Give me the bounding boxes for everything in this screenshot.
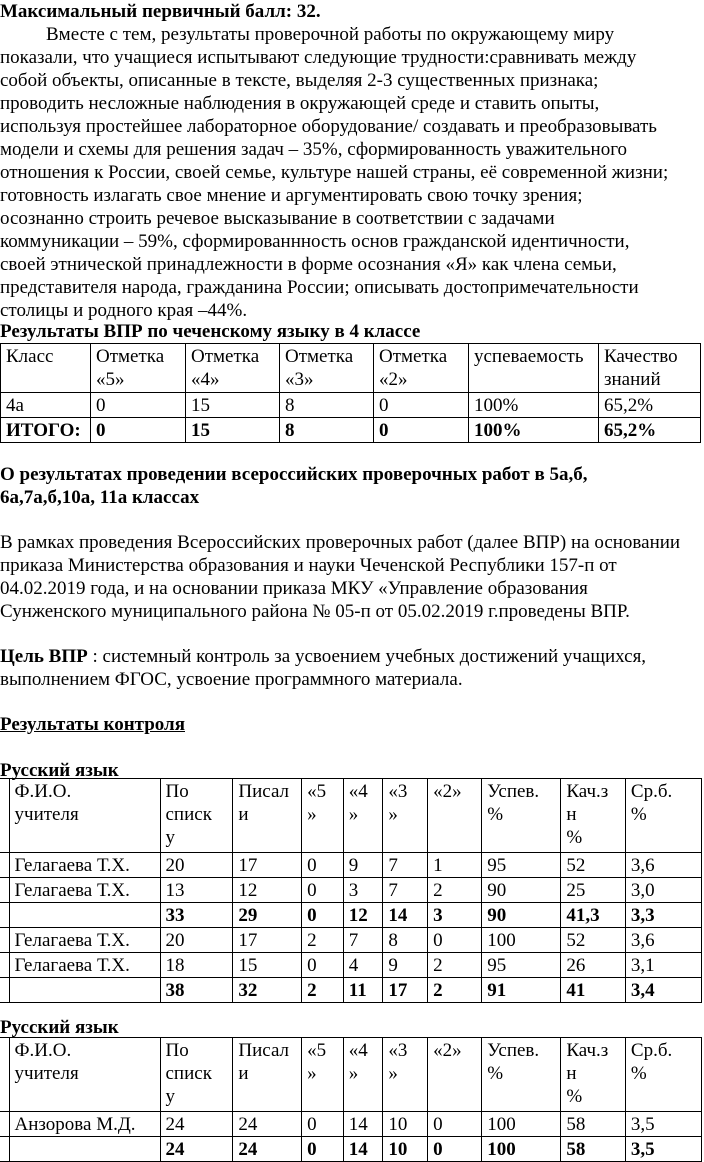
total-row [0,903,702,928]
header-cell-line [0,780,4,803]
header-cell-line: » [388,1063,398,1084]
table-cell: 3,5 [625,1137,701,1162]
table-cell: ИТОГО: [1,418,91,443]
table-cell: 29 [233,903,302,928]
header-cell-line: «3 [388,1040,408,1061]
intro-line: своей этнической принадлежности в форме осознания «Я» как члена семьи, [0,254,617,275]
table-cell: 8 [383,928,428,953]
table-cell: 17 [233,928,302,953]
intro-line: осознанно строить речевое высказывание в соответствии с задачами [0,208,555,229]
russian-results-table-1 [0,778,702,1003]
table-cell: 65,2% [599,418,701,443]
table-cell: 7 [383,853,428,878]
table-cell: 1 [428,853,482,878]
table-cell: 0 [428,1112,482,1137]
header-cell-line: » [348,804,359,825]
table-cell: Гелагаева Т.Х. [9,928,160,953]
table-cell: 100% [469,393,599,418]
header-cell [91,344,186,393]
header-cell [302,1038,344,1112]
header-cell [428,779,482,853]
table-cell: 8 [280,393,374,418]
results-heading: Результаты контроля [0,714,185,735]
header-cell [482,779,561,853]
intro-line: коммуникации – 59%, сформированнность основ гражданской идентичности, [0,231,630,252]
table-cell: 9 [383,953,428,978]
table-cell [0,903,9,928]
basis-line: приказа Министерства образования и науки Чеченской Республики 157-п от [0,555,617,576]
header-cell-line: % [630,1063,647,1084]
header-cell [233,779,302,853]
table-cell: 14 [383,903,428,928]
chechen-results-table [0,343,701,443]
header-cell [343,1038,383,1112]
header-cell-line: Отметка [285,346,354,367]
table-cell: 0 [302,1137,344,1162]
table-cell [0,1112,9,1137]
intro-line: собой объекты, описанные в тексте, выделяя 2-3 существенных признака; [0,70,599,91]
header-cell [383,1038,428,1112]
table-header-row [1,344,701,393]
table-cell: 91 [482,978,561,1003]
header-cell-line: Отметка [191,346,260,367]
goal-line-1 [0,645,704,668]
header-cell-line: «5» [96,369,125,390]
header-cell [1,344,91,393]
header-cell-line: «2» [433,1040,462,1061]
table-cell: 15 [186,393,280,418]
header-cell [482,1038,561,1112]
section-heading-line: 6а,7а,б,10а, 11а классах [0,487,200,508]
header-cell [0,1038,9,1112]
table-cell: 12 [343,903,383,928]
table-cell: 0 [428,1137,482,1162]
table-cell: 3,6 [625,928,701,953]
header-cell-line: Писал [238,781,290,802]
header-cell-line: % [487,1063,504,1084]
table-cell: 24 [160,1137,233,1162]
header-cell-line: Кач.з [566,781,609,802]
table-cell: 0 [302,953,344,978]
header-cell-line: Качество [604,346,678,367]
table-header-row [0,1038,702,1112]
intro-line: модели и схемы для решения задач – 35%, сформированность уважительного [0,139,628,160]
table-cell: 100 [482,928,561,953]
header-cell-line: у [165,1086,175,1107]
header-cell [625,779,701,853]
table-cell: 3 [428,903,482,928]
header-cell-line: » [307,804,317,825]
table-cell: 9 [343,853,383,878]
goal-line-2: выполнением ФГОС, усвоение программного материала. [0,669,463,690]
header-cell-line: списк [165,804,212,825]
header-cell [0,779,9,853]
header-cell-line: «3 [388,781,408,802]
table-cell: 41 [561,978,626,1003]
table-cell: 7 [343,928,383,953]
table-cell: 10 [383,1112,428,1137]
table-cell [0,928,9,953]
header-cell-line: успеваемость [474,346,584,367]
table-cell [0,953,9,978]
header-cell-line: «2» [433,781,462,802]
table-cell: 0 [302,903,344,928]
table-cell: 32 [233,978,302,1003]
table-cell: 2 [302,928,344,953]
table-cell: 18 [160,953,233,978]
intro-line: отношения к России, своей семье, культуре нашей страны, её современной жизни; [0,162,669,183]
table-cell: 11 [343,978,383,1003]
table-cell [9,903,160,928]
header-cell [469,344,599,393]
table-cell: 0 [302,1112,344,1137]
header-cell-line: учителя [14,1063,79,1084]
table-cell: 0 [91,418,186,443]
max-score-line: Максимальный первичный балл: 32. [0,1,321,22]
header-cell-line: Кач.з [566,1040,609,1061]
header-cell-line: и [238,1063,249,1084]
header-cell [599,344,701,393]
header-cell [302,779,344,853]
table-cell: 58 [561,1112,626,1137]
russian-results-table-2 [0,1037,702,1162]
table-cell: 14 [343,1112,383,1137]
header-cell [625,1038,701,1112]
table-cell: 3,5 [625,1112,701,1137]
table-cell: 38 [160,978,233,1003]
chechen-results-title: Результаты ВПР по чеченскому языку в 4 классе [0,321,421,342]
header-cell-line: н [566,804,577,825]
table-cell: Гелагаева Т.Х. [9,953,160,978]
table-cell: 10 [383,1137,428,1162]
table-cell: 13 [160,878,233,903]
table-cell: 65,2% [599,393,701,418]
table-cell: 12 [233,878,302,903]
table-row [0,878,702,903]
table-cell: 33 [160,903,233,928]
header-cell-line: % [566,1086,583,1107]
intro-line: представителя народа, гражданина России; описывать достопримечательности [0,277,639,298]
header-cell-line: списк [165,1063,212,1084]
header-cell-line: По [165,781,189,802]
header-cell [9,779,160,853]
header-cell-line: Успев. [487,781,540,802]
table-cell [9,978,160,1003]
table-cell: 41,3 [561,903,626,928]
total-row [0,978,702,1003]
intro-line: готовность излагать свое мнение и аргументировать свою точку зрения; [0,185,583,206]
table-cell: 15 [186,418,280,443]
header-cell [561,779,626,853]
section-heading-line: О результатах проведении всероссийских проверочных работ в 5а,б, [0,464,588,485]
header-cell [428,1038,482,1112]
table-cell: 24 [233,1137,302,1162]
table-cell: 95 [482,853,561,878]
header-cell-line: Отметка [96,346,165,367]
table-cell: 3,0 [625,878,701,903]
header-cell [343,779,383,853]
table-cell: 0 [428,928,482,953]
table-cell: Гелагаева Т.Х. [9,878,160,903]
header-cell-line: «4» [191,369,220,390]
table-cell: 3 [343,878,383,903]
table-cell: 20 [160,928,233,953]
table-cell: 0 [374,418,469,443]
table-cell: 2 [428,953,482,978]
table-cell: 3,6 [625,853,701,878]
table-cell: 20 [160,853,233,878]
table-cell: 0 [91,393,186,418]
table-cell: 17 [383,978,428,1003]
header-cell-line: «4 [348,1040,368,1061]
intro-line: Вместе с тем, результаты проверочной работы по окружающему миру [46,24,615,45]
intro-line: проводить несложные наблюдения в окружающей среде и ставить опыты, [0,93,600,114]
header-cell-line: «3» [285,369,314,390]
table-cell: 24 [233,1112,302,1137]
header-cell-line [0,1039,4,1062]
header-cell-line: Класс [6,346,54,367]
table-cell: 0 [302,878,344,903]
header-cell [233,1038,302,1112]
header-cell-line: Ф.И.О. [14,781,72,802]
table-cell: 2 [428,978,482,1003]
table-cell: 24 [160,1112,233,1137]
header-cell-line: у [165,827,175,848]
header-cell-line: «5 [307,1040,327,1061]
table-cell: 100% [469,418,599,443]
table-cell: 26 [561,953,626,978]
total-row [1,418,701,443]
header-cell-line: учителя [14,804,79,825]
table-cell: 0 [374,393,469,418]
header-cell [9,1038,160,1112]
table-row [0,928,702,953]
table-cell: 25 [561,878,626,903]
header-cell-line: Писал [238,1040,290,1061]
header-cell-line: н [566,1063,577,1084]
table-cell: 52 [561,853,626,878]
header-cell-line: » [307,1063,317,1084]
table-cell: 8 [280,418,374,443]
table-cell: 4 [343,953,383,978]
header-cell-line: Ср.б. [630,1040,673,1061]
header-cell [160,1038,233,1112]
table-cell: 100 [482,1137,561,1162]
table-cell: Анзорова М.Д. [9,1112,160,1137]
header-cell [280,344,374,393]
table-cell: 14 [343,1137,383,1162]
total-row [0,1137,702,1162]
header-cell [186,344,280,393]
header-cell [383,779,428,853]
table-cell: 2 [302,978,344,1003]
table-cell: 3,4 [625,978,701,1003]
header-cell [561,1038,626,1112]
table-cell: 15 [233,953,302,978]
header-cell-line: Отметка [379,346,448,367]
header-cell-line: «2» [379,369,408,390]
table-row [0,953,702,978]
intro-line: используя простейшее лабораторное оборудование/ создавать и преобразовывать [0,116,657,137]
header-cell-line: Успев. [487,1040,540,1061]
table-cell: 90 [482,903,561,928]
table-row [0,853,702,878]
header-cell-line: % [487,804,504,825]
table-cell: 3,3 [625,903,701,928]
table-cell: Гелагаева Т.Х. [9,853,160,878]
table-row [1,393,701,418]
header-cell-line: По [165,1040,189,1061]
header-cell-line: знаний [604,369,661,390]
table-cell [0,878,9,903]
header-cell-line: и [238,804,249,825]
table-cell [0,978,9,1003]
table-header-row [0,779,702,853]
table-cell: 0 [302,853,344,878]
basis-line: 04.02.2019 года, и на основании приказа МКУ «Управление образования [0,578,588,599]
table-cell: 100 [482,1112,561,1137]
header-cell [160,779,233,853]
table-cell: 3,1 [625,953,701,978]
table-cell: 90 [482,878,561,903]
table-cell [0,1137,9,1162]
goal-text: : системный контроль за усвоением учебных достижений учащихся, [87,646,647,667]
table-cell: 7 [383,878,428,903]
header-cell-line: «5 [307,781,327,802]
table-cell: 58 [561,1137,626,1162]
russian-title-2: Русский язык [0,1017,119,1038]
table-cell: 4а [1,393,91,418]
table-cell [0,853,9,878]
header-cell-line: «4 [348,781,368,802]
header-cell [374,344,469,393]
header-cell-line: % [630,804,647,825]
basis-line: В рамках проведения Всероссийских проверочных работ (далее ВПР) на основании [0,532,681,553]
table-cell: 95 [482,953,561,978]
header-cell-line: » [388,804,398,825]
header-cell-line: % [566,827,583,848]
table-cell: 2 [428,878,482,903]
header-cell-line: Ф.И.О. [14,1040,72,1061]
intro-line: показали, что учащиеся испытывают следующие трудности:сравнивать между [0,47,637,68]
table-cell [9,1137,160,1162]
header-cell-line: Ср.б. [630,781,673,802]
intro-line: столицы и родного края –44%. [0,300,248,321]
table-cell: 17 [233,853,302,878]
basis-line: Сунженского муниципального района № 05-п от 05.02.2019 г.проведены ВПР. [0,601,630,622]
table-row [0,1112,702,1137]
table-cell: 52 [561,928,626,953]
russian-title-1: Русский язык [0,760,119,781]
goal-label: Цель ВПР [0,646,88,667]
header-cell-line: » [348,1063,359,1084]
